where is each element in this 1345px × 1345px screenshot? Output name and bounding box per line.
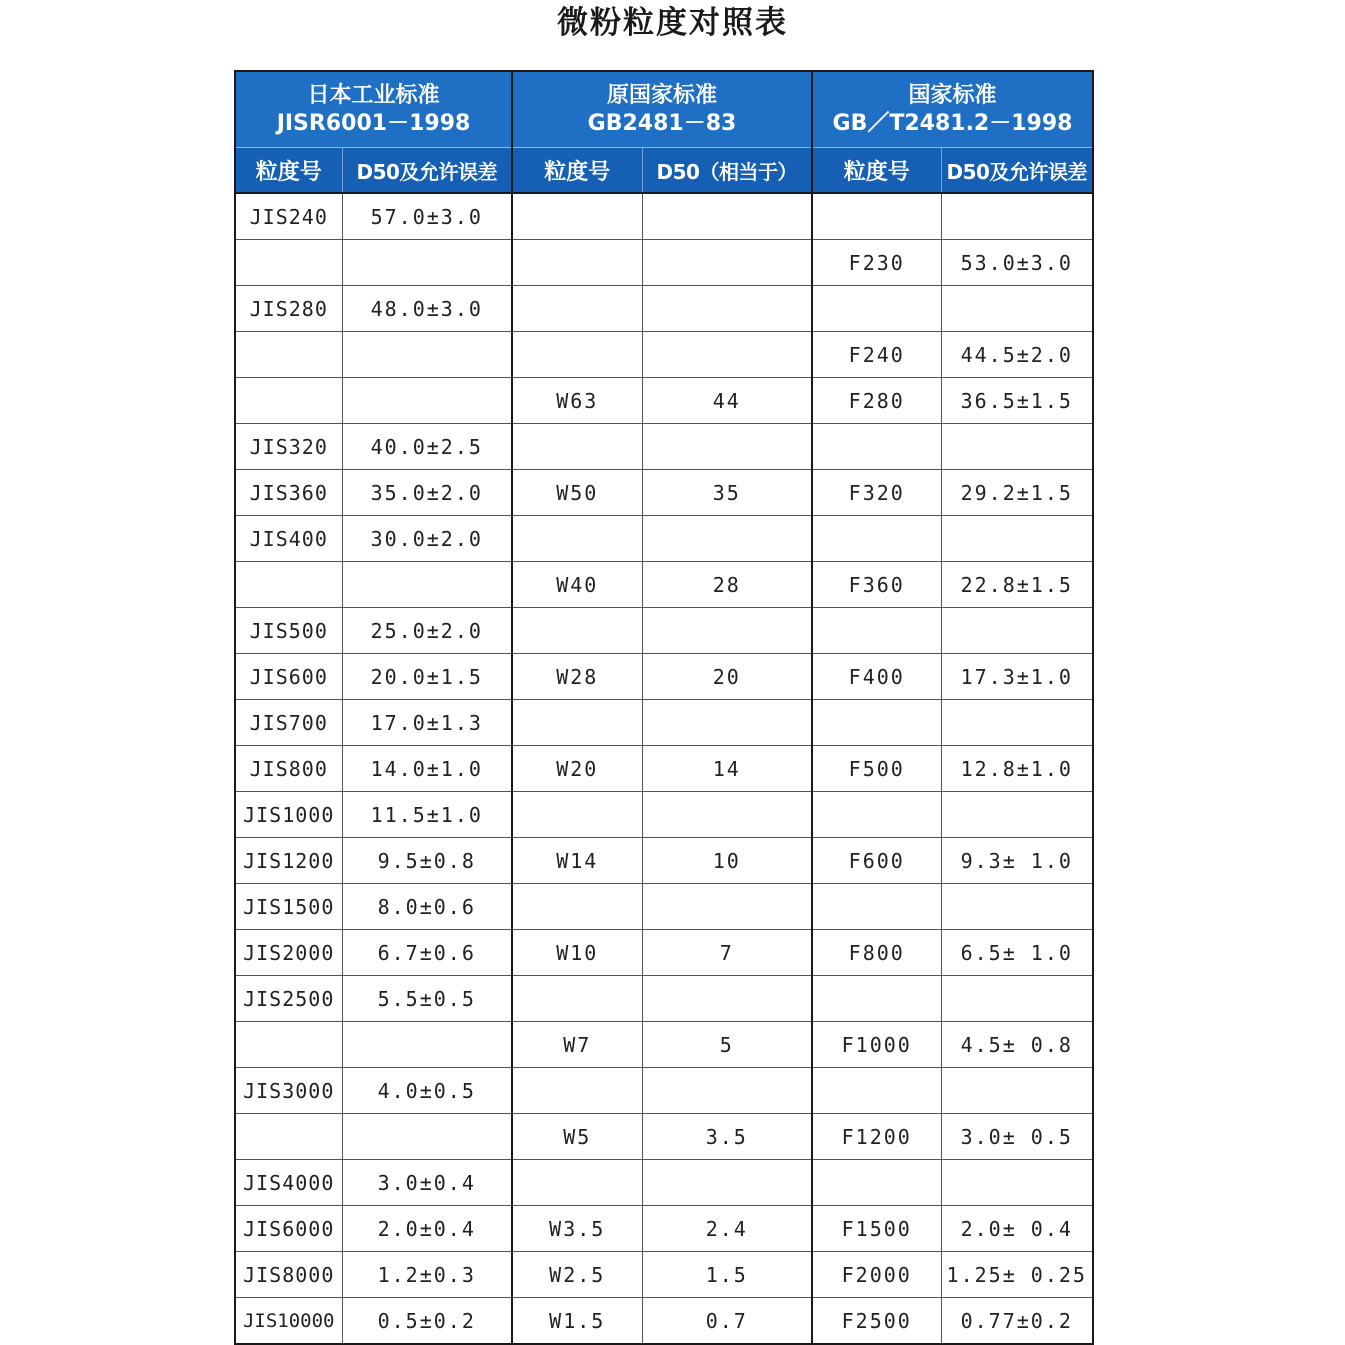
jis-d50-cell: 8.0±0.6 — [342, 884, 512, 930]
jis-d50-cell — [342, 1022, 512, 1068]
table-row — [236, 1252, 1092, 1298]
jis-d50-cell: 40.0±2.5 — [342, 424, 512, 470]
grit-size-comparison-table — [234, 70, 1094, 1345]
national-grit-cell — [812, 976, 941, 1022]
jis-grit-cell: JIS2500 — [236, 976, 342, 1022]
jis-d50-cell — [342, 332, 512, 378]
old-d50-cell: 10 — [642, 838, 812, 884]
jis-grit-cell: JIS320 — [236, 424, 342, 470]
old-grit-cell — [512, 193, 642, 240]
group-header-jis — [236, 72, 512, 148]
jis-grit-cell — [236, 240, 342, 286]
old-grit-cell: W2.5 — [512, 1252, 642, 1298]
jis-d50-cell: 5.5±0.5 — [342, 976, 512, 1022]
table-row — [236, 332, 1092, 378]
jis-grit-cell — [236, 562, 342, 608]
old-d50-cell — [642, 700, 812, 746]
old-d50-cell — [642, 286, 812, 332]
column-header-jis-grit: 粒度号 — [236, 148, 342, 194]
jis-d50-cell: 1.2±0.3 — [342, 1252, 512, 1298]
jis-grit-cell — [236, 332, 342, 378]
jis-d50-cell: 48.0±3.0 — [342, 286, 512, 332]
old-d50-cell: 14 — [642, 746, 812, 792]
national-d50-cell: 22.8±1.5 — [941, 562, 1092, 608]
national-d50-cell — [941, 884, 1092, 930]
national-d50-cell: 4.5± 0.8 — [941, 1022, 1092, 1068]
page-title: 微粉粒度对照表 — [557, 5, 788, 41]
old-d50-cell: 20 — [642, 654, 812, 700]
national-d50-cell: 53.0±3.0 — [941, 240, 1092, 286]
jis-d50-cell: 17.0±1.3 — [342, 700, 512, 746]
national-d50-cell: 9.3± 1.0 — [941, 838, 1092, 884]
old-grit-cell — [512, 424, 642, 470]
national-grit-cell: F320 — [812, 470, 941, 516]
old-d50-cell: 2.4 — [642, 1206, 812, 1252]
column-header-old-d50: D50（相当于） — [642, 148, 812, 194]
old-grit-cell: W5 — [512, 1114, 642, 1160]
national-grit-cell — [812, 884, 941, 930]
national-grit-cell: F1500 — [812, 1206, 941, 1252]
jis-d50-cell: 4.0±0.5 — [342, 1068, 512, 1114]
national-d50-cell: 3.0± 0.5 — [941, 1114, 1092, 1160]
old-grit-cell — [512, 1160, 642, 1206]
jis-d50-cell: 0.5±0.2 — [342, 1298, 512, 1344]
old-d50-cell: 0.7 — [642, 1298, 812, 1344]
jis-d50-cell: 9.5±0.8 — [342, 838, 512, 884]
group-header-row — [236, 72, 1092, 148]
jis-grit-cell: JIS6000 — [236, 1206, 342, 1252]
table-row — [236, 470, 1092, 516]
group-old-national-code: GB2481－83 — [587, 110, 737, 136]
old-grit-cell — [512, 792, 642, 838]
national-d50-cell — [941, 976, 1092, 1022]
jis-grit-cell: JIS280 — [236, 286, 342, 332]
old-grit-cell: W40 — [512, 562, 642, 608]
jis-d50-cell: 57.0±3.0 — [342, 193, 512, 240]
national-d50-cell: 0.77±0.2 — [941, 1298, 1092, 1344]
jis-grit-cell: JIS10000 — [236, 1298, 342, 1344]
national-d50-cell: 2.0± 0.4 — [941, 1206, 1092, 1252]
old-grit-cell: W14 — [512, 838, 642, 884]
old-d50-cell — [642, 792, 812, 838]
national-grit-cell: F500 — [812, 746, 941, 792]
table-row — [236, 1206, 1092, 1252]
column-header-old-grit: 粒度号 — [512, 148, 642, 194]
national-grit-cell: F400 — [812, 654, 941, 700]
old-grit-cell — [512, 332, 642, 378]
national-grit-cell: F1000 — [812, 1022, 941, 1068]
group-jis-code: JISR6001－1998 — [276, 110, 471, 136]
old-grit-cell — [512, 700, 642, 746]
table-row — [236, 286, 1092, 332]
national-grit-cell: F360 — [812, 562, 941, 608]
jis-grit-cell: JIS1200 — [236, 838, 342, 884]
group-old-national-title: 原国家标准 — [606, 82, 717, 108]
old-grit-cell — [512, 1068, 642, 1114]
jis-d50-cell: 25.0±2.0 — [342, 608, 512, 654]
old-d50-cell: 1.5 — [642, 1252, 812, 1298]
jis-d50-cell — [342, 1114, 512, 1160]
national-grit-cell: F1200 — [812, 1114, 941, 1160]
jis-grit-cell — [236, 1114, 342, 1160]
jis-d50-cell: 3.0±0.4 — [342, 1160, 512, 1206]
old-grit-cell: W3.5 — [512, 1206, 642, 1252]
national-grit-cell: F2500 — [812, 1298, 941, 1344]
old-d50-cell: 5 — [642, 1022, 812, 1068]
national-d50-cell — [941, 286, 1092, 332]
table-body — [236, 193, 1092, 1343]
national-d50-cell — [941, 1160, 1092, 1206]
jis-grit-cell: JIS700 — [236, 700, 342, 746]
national-grit-cell: F2000 — [812, 1252, 941, 1298]
old-grit-cell: W20 — [512, 746, 642, 792]
jis-grit-cell: JIS2000 — [236, 930, 342, 976]
jis-grit-cell: JIS360 — [236, 470, 342, 516]
old-d50-cell: 35 — [642, 470, 812, 516]
table-row — [236, 1022, 1092, 1068]
group-header-old-national — [512, 72, 812, 148]
national-grit-cell — [812, 424, 941, 470]
national-d50-cell — [941, 700, 1092, 746]
old-d50-cell — [642, 240, 812, 286]
jis-d50-cell: 6.7±0.6 — [342, 930, 512, 976]
column-header-row — [236, 148, 1092, 194]
old-d50-cell: 28 — [642, 562, 812, 608]
national-grit-cell: F240 — [812, 332, 941, 378]
old-grit-cell — [512, 884, 642, 930]
table-row — [236, 700, 1092, 746]
jis-d50-cell — [342, 240, 512, 286]
table-row — [236, 240, 1092, 286]
jis-d50-cell: 30.0±2.0 — [342, 516, 512, 562]
table-row — [236, 1160, 1092, 1206]
national-d50-cell: 6.5± 1.0 — [941, 930, 1092, 976]
column-header-jis-d50: D50及允许误差 — [342, 148, 512, 194]
old-d50-cell — [642, 193, 812, 240]
jis-grit-cell — [236, 1022, 342, 1068]
table-row — [236, 884, 1092, 930]
table-row — [236, 838, 1092, 884]
national-grit-cell — [812, 700, 941, 746]
national-grit-cell — [812, 516, 941, 562]
national-d50-cell — [941, 424, 1092, 470]
jis-d50-cell: 2.0±0.4 — [342, 1206, 512, 1252]
old-grit-cell — [512, 286, 642, 332]
old-grit-cell — [512, 240, 642, 286]
jis-d50-cell: 11.5±1.0 — [342, 792, 512, 838]
national-grit-cell — [812, 792, 941, 838]
table-row — [236, 792, 1092, 838]
national-grit-cell: F800 — [812, 930, 941, 976]
table-row — [236, 1068, 1092, 1114]
old-d50-cell — [642, 424, 812, 470]
table-row — [236, 1114, 1092, 1160]
national-d50-cell — [941, 608, 1092, 654]
national-d50-cell — [941, 193, 1092, 240]
jis-grit-cell: JIS400 — [236, 516, 342, 562]
column-header-national-d50: D50及允许误差 — [941, 148, 1092, 194]
jis-d50-cell — [342, 378, 512, 424]
old-grit-cell — [512, 976, 642, 1022]
table-row — [236, 562, 1092, 608]
table-row — [236, 424, 1092, 470]
group-national-title: 国家标准 — [908, 82, 997, 108]
jis-grit-cell: JIS500 — [236, 608, 342, 654]
table-row — [236, 930, 1092, 976]
national-grit-cell — [812, 286, 941, 332]
jis-grit-cell: JIS3000 — [236, 1068, 342, 1114]
old-d50-cell — [642, 976, 812, 1022]
old-d50-cell — [642, 1160, 812, 1206]
jis-grit-cell: JIS240 — [236, 193, 342, 240]
national-d50-cell: 29.2±1.5 — [941, 470, 1092, 516]
jis-grit-cell: JIS600 — [236, 654, 342, 700]
column-header-national-grit: 粒度号 — [812, 148, 941, 194]
national-d50-cell: 17.3±1.0 — [941, 654, 1092, 700]
national-grit-cell — [812, 608, 941, 654]
national-d50-cell: 1.25± 0.25 — [941, 1252, 1092, 1298]
national-d50-cell — [941, 516, 1092, 562]
national-d50-cell: 12.8±1.0 — [941, 746, 1092, 792]
jis-grit-cell: JIS1500 — [236, 884, 342, 930]
old-grit-cell — [512, 608, 642, 654]
group-national-code: GB／T2481.2－1998 — [832, 110, 1073, 136]
group-header-national — [812, 72, 1092, 148]
old-grit-cell: W7 — [512, 1022, 642, 1068]
jis-d50-cell: 35.0±2.0 — [342, 470, 512, 516]
national-grit-cell: F280 — [812, 378, 941, 424]
national-grit-cell — [812, 1160, 941, 1206]
table-row — [236, 1298, 1092, 1344]
old-d50-cell: 3.5 — [642, 1114, 812, 1160]
table-row — [236, 193, 1092, 240]
jis-d50-cell: 14.0±1.0 — [342, 746, 512, 792]
jis-grit-cell: JIS800 — [236, 746, 342, 792]
jis-d50-cell — [342, 562, 512, 608]
national-grit-cell — [812, 1068, 941, 1114]
old-grit-cell: W10 — [512, 930, 642, 976]
table-row — [236, 378, 1092, 424]
national-d50-cell: 44.5±2.0 — [941, 332, 1092, 378]
jis-grit-cell: JIS1000 — [236, 792, 342, 838]
old-grit-cell — [512, 516, 642, 562]
national-d50-cell: 36.5±1.5 — [941, 378, 1092, 424]
old-d50-cell — [642, 608, 812, 654]
jis-grit-cell: JIS8000 — [236, 1252, 342, 1298]
old-d50-cell: 7 — [642, 930, 812, 976]
old-grit-cell: W50 — [512, 470, 642, 516]
table-row — [236, 608, 1092, 654]
old-d50-cell — [642, 332, 812, 378]
national-d50-cell — [941, 1068, 1092, 1114]
national-grit-cell: F230 — [812, 240, 941, 286]
group-jis-title: 日本工业标准 — [307, 82, 440, 108]
old-grit-cell: W28 — [512, 654, 642, 700]
table-row — [236, 516, 1092, 562]
table-row — [236, 976, 1092, 1022]
national-grit-cell: F600 — [812, 838, 941, 884]
old-grit-cell: W1.5 — [512, 1298, 642, 1344]
national-grit-cell — [812, 193, 941, 240]
old-d50-cell — [642, 884, 812, 930]
old-d50-cell: 44 — [642, 378, 812, 424]
national-d50-cell — [941, 792, 1092, 838]
old-d50-cell — [642, 1068, 812, 1114]
old-grit-cell: W63 — [512, 378, 642, 424]
table-row — [236, 746, 1092, 792]
jis-d50-cell: 20.0±1.5 — [342, 654, 512, 700]
jis-grit-cell — [236, 378, 342, 424]
jis-grit-cell: JIS4000 — [236, 1160, 342, 1206]
old-d50-cell — [642, 516, 812, 562]
table-row — [236, 654, 1092, 700]
